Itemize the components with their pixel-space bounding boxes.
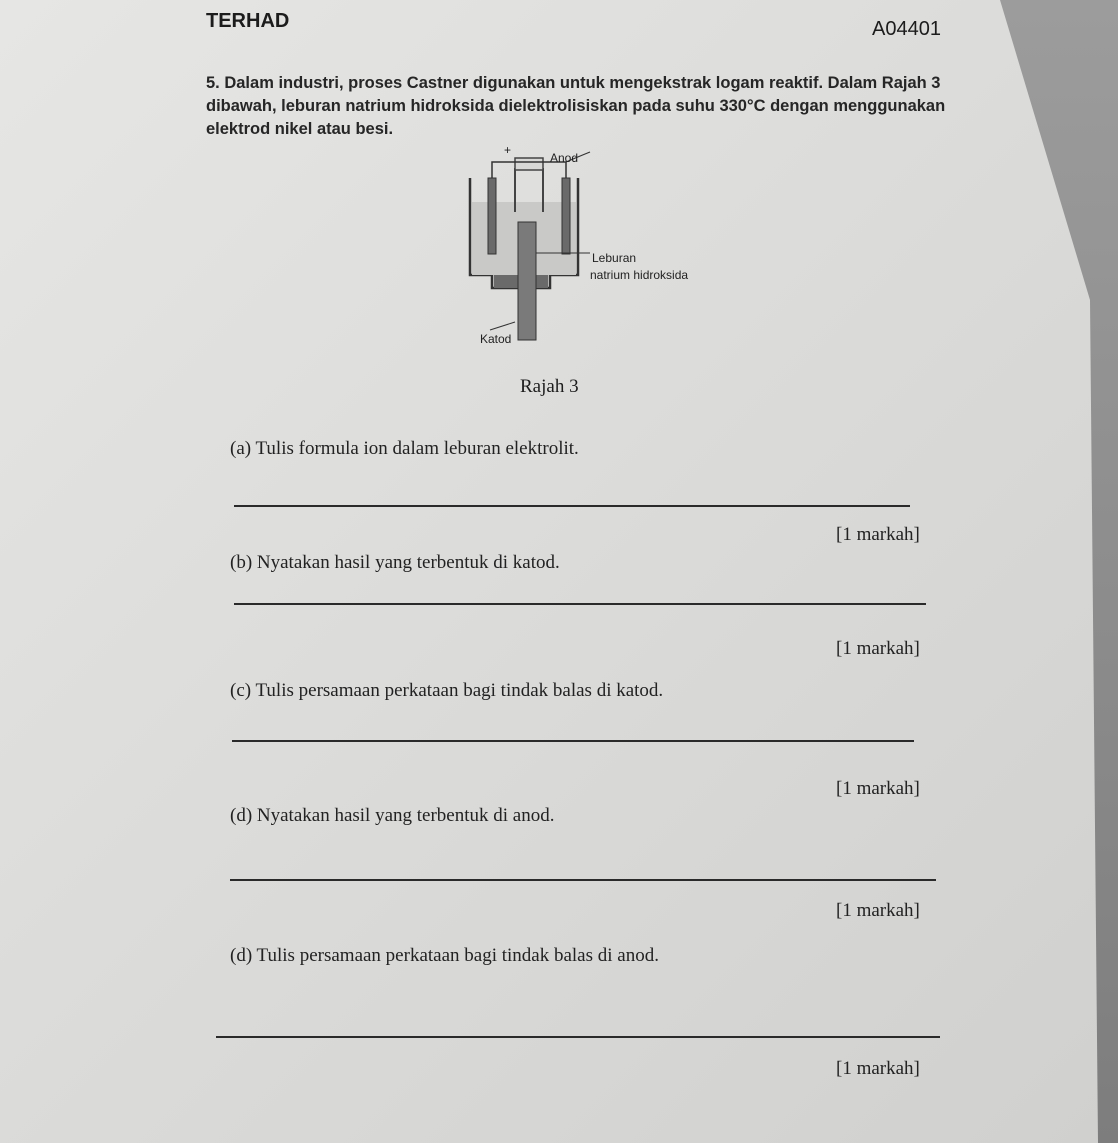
question-intro-line-3: elektrod nikel atau besi. <box>206 120 394 138</box>
answer-line-e[interactable] <box>216 1036 940 1038</box>
anode-right <box>562 178 570 254</box>
answer-line-b[interactable] <box>234 603 926 605</box>
anode-left <box>488 178 496 254</box>
electrolyte-label-1: Leburan <box>592 251 637 265</box>
answer-line-a[interactable] <box>234 505 910 507</box>
paper-code: A04401 <box>872 18 941 40</box>
marks-c: [1 markah] <box>836 778 920 799</box>
question-d: (d) Nyatakan hasil yang terbentuk di anod. <box>230 805 555 826</box>
castner-cell-diagram <box>440 140 740 355</box>
figure-caption: Rajah 3 <box>520 376 579 397</box>
cathode-label: Katod <box>480 332 512 346</box>
question-a: (a) Tulis formula ion dalam leburan elektrolit. <box>230 438 579 459</box>
question-e: (d) Tulis persamaan perkataan bagi tindak balas di anod. <box>230 945 659 966</box>
question-intro-line-1: 5. Dalam industri, proses Castner digunakan untuk mengekstrak logam reaktif. Dalam Rajah 3 <box>206 74 941 92</box>
marks-e: [1 markah] <box>836 1058 920 1079</box>
electrolyte-label-2: natrium hidroksida <box>590 268 689 282</box>
plus-sign: + <box>504 143 512 157</box>
cathode-rod <box>518 222 536 340</box>
question-c: (c) Tulis persamaan perkataan bagi tindak balas di katod. <box>230 680 664 701</box>
collector-cap <box>515 158 543 170</box>
marks-d: [1 markah] <box>836 900 920 921</box>
classification-label: TERHAD <box>206 10 290 32</box>
anode-label: Anod <box>550 151 579 165</box>
marks-a: [1 markah] <box>836 524 920 545</box>
answer-line-d[interactable] <box>230 879 936 881</box>
answer-line-c[interactable] <box>232 740 914 742</box>
question-intro-line-2: dibawah, leburan natrium hidroksida dielektrolisiskan pada suhu 330°C dengan menggunakan <box>206 97 946 115</box>
marks-b: [1 markah] <box>836 638 920 659</box>
question-b: (b) Nyatakan hasil yang terbentuk di katod. <box>230 552 560 573</box>
cathode-pointer <box>490 322 515 330</box>
